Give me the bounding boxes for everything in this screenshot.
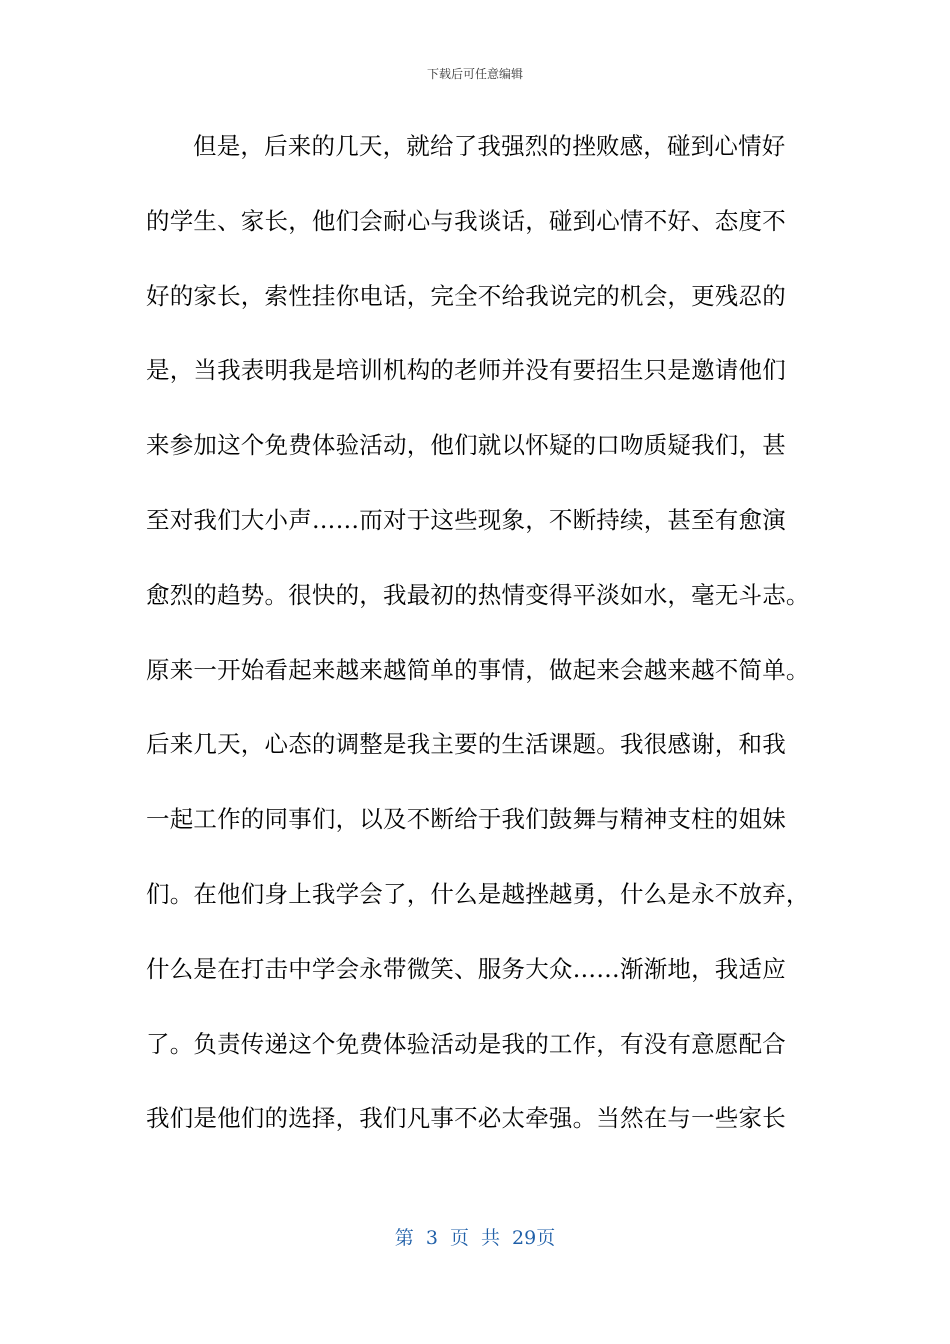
text-line: 我们是他们的选择，我们凡事不必太牵强。当然在与一些家长 [146, 1104, 786, 1133]
text-line: 是，当我表明我是培训机构的老师并没有要招生只是邀请他们 [146, 356, 786, 385]
page-header: 下载后可任意编辑 [426, 67, 523, 81]
text-line: 了。负责传递这个免费体验活动是我的工作，有没有意愿配合 [146, 1029, 786, 1058]
text-line: 好的家长，索性挂你电话，完全不给我说完的机会，更残忍的 [146, 281, 786, 310]
text-line: 的学生、家长，他们会耐心与我谈话，碰到心情不好、态度不 [146, 206, 786, 235]
text-line: 什么是在打击中学会永带微笑、服务大众……渐渐地，我适应 [146, 954, 786, 983]
page-number-footer: 第 3 页 共 29页 [394, 1227, 556, 1249]
text-line: 来参加这个免费体验活动，他们就以怀疑的口吻质疑我们，甚 [146, 431, 786, 460]
body-paragraph [146, 126, 814, 1173]
text-line: 但是，后来的几天，就给了我强烈的挫败感，碰到心情好 [193, 132, 786, 160]
text-line: 原来一开始看起来越来越简单的事情，做起来会越来越不简单。 [146, 655, 810, 684]
text-line: 们。在他们身上我学会了，什么是越挫越勇，什么是永不放弃， [146, 879, 810, 908]
text-line: 至对我们大小声……而对于这些现象，不断持续，甚至有愈演 [146, 505, 786, 534]
text-line: 后来几天，心态的调整是我主要的生活课题。我很感谢，和我 [146, 730, 786, 759]
text-line: 一起工作的同事们，以及不断给于我们鼓舞与精神支柱的姐妹 [146, 805, 786, 834]
text-line: 愈烈的趋势。很快的，我最初的热情变得平淡如水，毫无斗志。 [146, 580, 810, 609]
